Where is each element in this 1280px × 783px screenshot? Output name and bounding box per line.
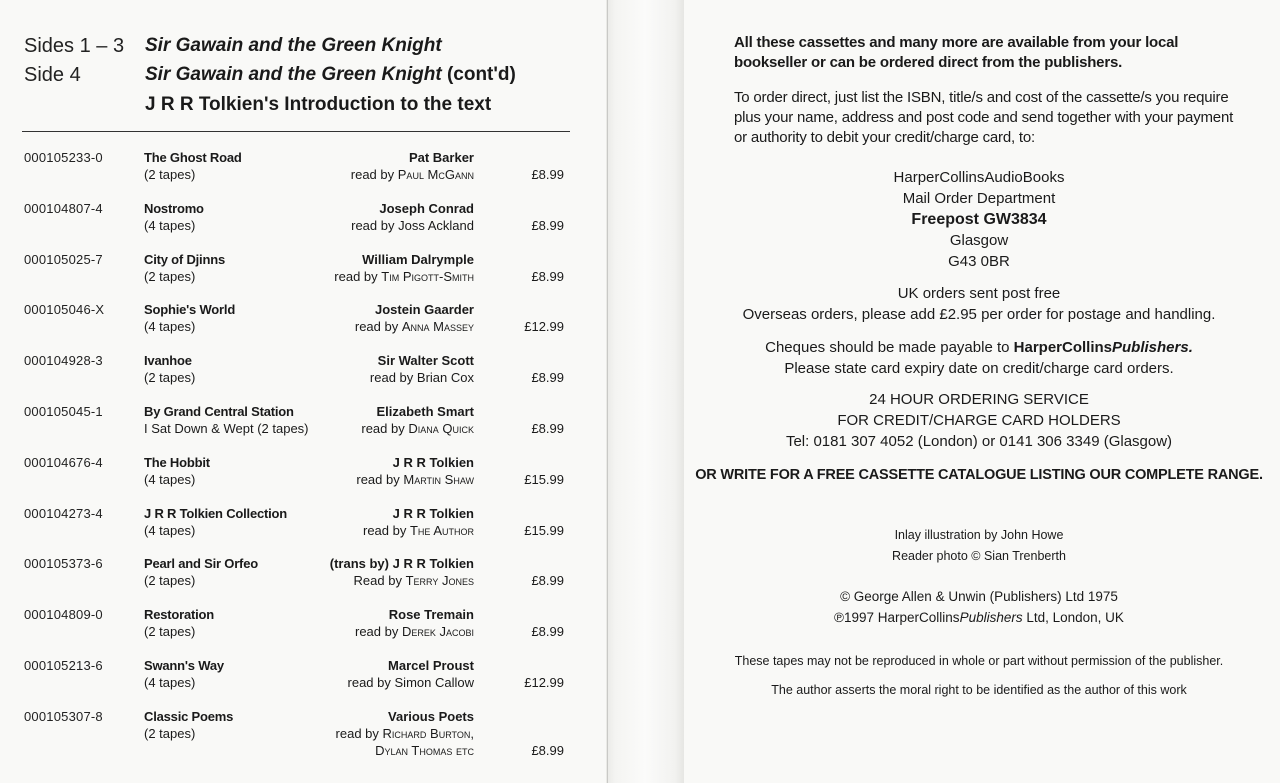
- title-suffix: (cont'd): [446, 64, 516, 85]
- reproduction-disclaimer: These tapes may not be reproduced in whole or part without permission of the publisher.: [734, 654, 1224, 668]
- page-gutter: [606, 0, 684, 783]
- programme-title-cont: [145, 63, 516, 87]
- author: Pat Barker: [408, 150, 474, 165]
- author: Various Poets: [388, 709, 474, 724]
- author: Rose Tremain: [388, 607, 474, 622]
- author: Joseph Conrad: [379, 201, 474, 216]
- reader-prefix: read by: [335, 726, 379, 741]
- catalogue-row: [24, 505, 570, 553]
- uk-postage: UK orders sent post free: [897, 285, 1061, 302]
- catalogue-offer: OR WRITE FOR A FREE CASSETTE CATALOGUE LISTING OUR COMPLETE RANGE.: [695, 467, 1263, 483]
- tape-count: I Sat Down & Wept (2 tapes): [144, 421, 309, 436]
- reader-name: Tim Pigott-Smith: [381, 269, 474, 284]
- photo-credit: Reader photo © Sian Trenberth: [892, 549, 1066, 563]
- catalogue-row: [24, 403, 570, 451]
- tape-title: J R R Tolkien Collection: [144, 506, 288, 521]
- author: Marcel Proust: [388, 658, 474, 673]
- right-inlay-panel: [684, 0, 1280, 783]
- isbn: 000105307-8: [24, 709, 103, 724]
- catalogue-row: [24, 251, 570, 299]
- reader-line: [351, 217, 474, 234]
- reader-line: [354, 572, 474, 589]
- ordering-line: FOR CREDIT/CHARGE CARD HOLDERS: [837, 412, 1121, 429]
- reader-name: Diana Quick: [408, 421, 474, 436]
- reader-prefix: read by: [369, 370, 414, 385]
- payee-italic: Publishers.: [1112, 339, 1193, 356]
- tape-title: City of Djinns: [144, 252, 225, 267]
- programme-title: Sir Gawain and the Green Knight: [145, 35, 442, 56]
- isbn: 000105213-6: [24, 658, 103, 673]
- side-label: Side 4: [24, 64, 81, 86]
- price: £8.99: [531, 218, 564, 233]
- illustration-credit: Inlay illustration by John Howe: [894, 528, 1064, 542]
- tape-count: (2 tapes): [144, 167, 196, 182]
- reader-name: Martin Shaw: [403, 472, 474, 487]
- isbn: 000105373-6: [24, 556, 103, 571]
- price: £8.99: [531, 573, 564, 588]
- isbn: 000105046-X: [24, 302, 105, 317]
- tape-count: (2 tapes): [144, 269, 196, 284]
- reader-name: Richard Burton,: [382, 726, 474, 741]
- catalogue-row: [24, 708, 570, 756]
- tape-count: (2 tapes): [144, 624, 196, 639]
- price: £15.99: [524, 472, 564, 487]
- reader-name: Paul McGann: [397, 167, 474, 182]
- reader-line: [334, 268, 474, 285]
- author: J R R Tolkien: [392, 455, 474, 470]
- catalogue-row: [24, 555, 570, 603]
- price: £12.99: [524, 319, 564, 334]
- catalogue-row: [24, 301, 570, 349]
- tape-title: The Hobbit: [144, 455, 210, 470]
- isbn: 000104928-3: [24, 353, 103, 368]
- reader-line: [336, 725, 474, 742]
- copyright-line-1: © George Allen & Unwin (Publishers) Ltd 1975: [840, 589, 1118, 604]
- price: £15.99: [524, 523, 564, 538]
- copyright-notice: [684, 586, 1274, 628]
- tape-title: Ivanhoe: [144, 353, 192, 368]
- copyright-italic: Publishers: [959, 610, 1023, 625]
- left-inlay-panel: [0, 0, 606, 783]
- reader-prefix: Read by: [353, 573, 402, 588]
- reader-extra: Dylan Thomas etc: [375, 743, 474, 758]
- author: J R R Tolkien: [392, 506, 474, 521]
- tape-count: (2 tapes): [144, 573, 196, 588]
- address-line: Glasgow: [949, 232, 1009, 249]
- reader-prefix: read by: [350, 167, 395, 182]
- price: £8.99: [531, 743, 564, 758]
- copyright-line-2: [684, 607, 1274, 628]
- author: Jostein Gaarder: [375, 302, 474, 317]
- freepost-line: Freepost GW3834: [911, 211, 1047, 228]
- reader-line: [361, 420, 474, 437]
- tape-count: (4 tapes): [144, 675, 196, 690]
- postcode-line: G43 0BR: [948, 253, 1010, 270]
- credits: [684, 526, 1274, 565]
- card-expiry-note: Please state card expiry date on credit/charge card orders.: [784, 360, 1174, 377]
- reader-name: Terry Jones: [405, 573, 474, 588]
- tape-count: (2 tapes): [144, 726, 196, 741]
- cheque-prefix: Cheques should be made payable to: [765, 339, 1010, 356]
- isbn: 000104676-4: [24, 455, 103, 470]
- reader-prefix: read by: [356, 472, 400, 487]
- tape-title: Sophie's World: [144, 302, 236, 317]
- isbn: 000104809-0: [24, 607, 103, 622]
- tape-title: By Grand Central Station: [144, 404, 294, 419]
- price: £8.99: [531, 167, 564, 182]
- isbn: 000105025-7: [24, 252, 103, 267]
- payment-info: [684, 337, 1274, 379]
- address-line: HarperCollinsAudioBooks: [893, 169, 1065, 186]
- reader-line: [351, 166, 474, 183]
- phone-numbers: Tel: 0181 307 4052 (London) or 0141 306 3349 (Glasgow): [785, 433, 1173, 450]
- ordering-service: [684, 389, 1274, 452]
- mail-order-address: [684, 167, 1274, 272]
- reader-name: Anna Massey: [401, 319, 474, 334]
- ordering-instructions: To order direct, just list the ISBN, title/s and cost of the cassette/s you require plus your name, address and post code and send together with your payment or authority to debit your credit/charge card, to:: [734, 89, 1234, 146]
- tape-title: Pearl and Sir Orfeo: [144, 556, 258, 571]
- tape-title: Swann's Way: [144, 658, 224, 673]
- tape-count: (2 tapes): [144, 370, 196, 385]
- introduction-title: J R R Tolkien's Introduction to the text: [145, 94, 492, 115]
- payee-regular: HarperCollins: [1013, 339, 1112, 356]
- reader-prefix: read by: [361, 421, 405, 436]
- author: (trans by) J R R Tolkien: [329, 556, 474, 571]
- tape-count: (4 tapes): [144, 218, 196, 233]
- reader-name: Simon Callow: [394, 675, 474, 690]
- catalogue-row: [24, 200, 570, 248]
- isbn: 000104807-4: [24, 201, 103, 216]
- tape-count: (4 tapes): [144, 319, 196, 334]
- copyright-suffix: Ltd, London, UK: [1026, 610, 1124, 625]
- catalogue-row: [24, 606, 570, 654]
- reader-name: Brian Cox: [416, 370, 474, 385]
- reader-line: [363, 522, 474, 539]
- reader-prefix: read by: [347, 675, 391, 690]
- tape-title: Restoration: [144, 607, 215, 622]
- moral-rights-notice: The author asserts the moral right to be identified as the author of this work: [771, 683, 1187, 697]
- side-label: Sides 1 – 3: [24, 35, 125, 57]
- price: £8.99: [531, 370, 564, 385]
- fold-line-left: [607, 0, 608, 783]
- reader-prefix: read by: [354, 624, 399, 639]
- isbn: 000105045-1: [24, 404, 103, 419]
- isbn: 000104273-4: [24, 506, 103, 521]
- author: Sir Walter Scott: [377, 353, 474, 368]
- price: £8.99: [531, 269, 564, 284]
- reader-line: [370, 369, 474, 386]
- reader-prefix: read by: [334, 269, 378, 284]
- header-divider: [22, 131, 570, 132]
- cheque-payee-line: [684, 337, 1274, 358]
- copyright-prefix: ℗1997 HarperCollins: [834, 610, 960, 625]
- postage-info: [684, 283, 1274, 325]
- reader-line: [348, 674, 474, 691]
- catalogue-row: [24, 352, 570, 400]
- title-text: Sir Gawain and the Green Knight: [145, 64, 442, 85]
- reader-name: Derek Jacobi: [401, 624, 474, 639]
- tape-title: Classic Poems: [144, 709, 234, 724]
- price: £8.99: [531, 624, 564, 639]
- tape-count: (4 tapes): [144, 523, 196, 538]
- reader-name: Joss Ackland: [398, 218, 474, 233]
- reader-prefix: read by: [351, 218, 395, 233]
- price: £8.99: [531, 421, 564, 436]
- catalogue-row: [24, 149, 570, 197]
- author: William Dalrymple: [362, 252, 474, 267]
- reader-name: The Author: [409, 523, 474, 538]
- ordering-line: 24 HOUR ORDERING SERVICE: [869, 391, 1089, 408]
- price: £12.99: [524, 675, 564, 690]
- tape-title: The Ghost Road: [144, 150, 242, 165]
- isbn: 000105233-0: [24, 150, 103, 165]
- reader-prefix: read by: [354, 319, 399, 334]
- tape-title: Nostromo: [144, 201, 204, 216]
- catalogue-row: [24, 454, 570, 502]
- tape-count: (4 tapes): [144, 472, 196, 487]
- availability-notice: All these cassettes and many more are available from your local bookseller or can be ordered direct from the publishers.: [734, 34, 1179, 71]
- reader-prefix: read by: [362, 523, 407, 538]
- reader-line: [356, 471, 474, 488]
- address-line: Mail Order Department: [902, 190, 1056, 207]
- payee-name: [1014, 339, 1193, 356]
- catalogue-row: [24, 657, 570, 705]
- reader-line: [355, 623, 474, 640]
- overseas-postage: Overseas orders, please add £2.95 per order for postage and handling.: [742, 306, 1216, 323]
- author: Elizabeth Smart: [376, 404, 474, 419]
- reader-line: [355, 318, 474, 335]
